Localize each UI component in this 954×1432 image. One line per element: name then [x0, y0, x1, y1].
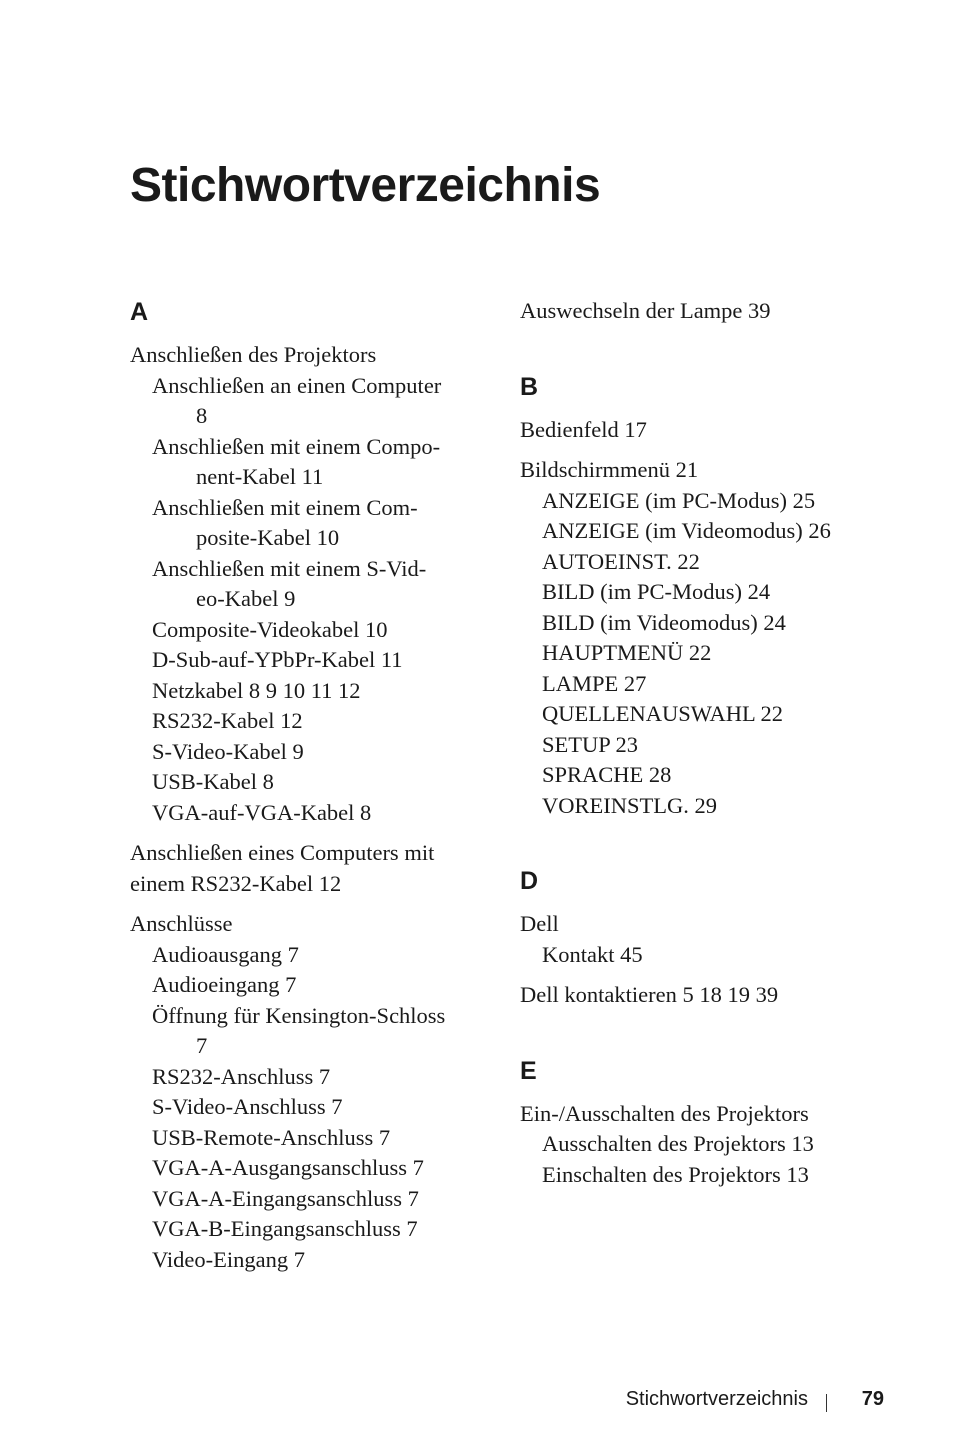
index-subentry: Anschließen mit einem Compo-	[152, 433, 441, 459]
index-section	[520, 1055, 900, 1191]
index-subentry: Audioausgang 7	[152, 941, 299, 967]
index-entry-text: Anschließen eines Computers mit	[130, 840, 435, 865]
index-column-left	[130, 296, 480, 1285]
index-subentry: QUELLENAUSWAHL 22	[542, 701, 784, 726]
index-entry	[520, 296, 900, 327]
index-entry	[130, 838, 480, 899]
index-subentry: S-Video-Kabel 9	[152, 738, 304, 764]
index-entry-continuation: einem RS232-Kabel 12	[130, 870, 342, 896]
index-subentry: Netzkabel 8 9 10 11 12	[152, 677, 361, 703]
index-subentry: VGA-A-Ausgangsanschluss 7	[152, 1155, 424, 1180]
index-entry-continuation: 7	[196, 1033, 208, 1058]
footer-divider	[826, 1394, 827, 1412]
index-subentry: LAMPE 27	[542, 670, 647, 696]
index-subentry: Anschließen an einen Computer	[152, 372, 442, 398]
index-subentry: D-Sub-auf-YPbPr-Kabel 11	[152, 647, 403, 672]
index-entry-continuation: posite-Kabel 10	[196, 525, 340, 550]
index-entry-text: Anschlüsse	[130, 911, 233, 936]
page-footer	[0, 1384, 884, 1420]
index-subentry: Ausschalten des Projektors 13	[542, 1131, 814, 1156]
index-subentry: Anschließen mit einem S-Vid-	[152, 555, 427, 581]
section-letter: B	[520, 372, 539, 401]
index-entry-text: Ein-/Ausschalten des Projektors	[520, 1100, 809, 1126]
index-subentry: BILD (im Videomodus) 24	[542, 609, 786, 635]
index-section	[520, 865, 900, 1011]
index-subentry: Kontakt 45	[542, 941, 643, 967]
index-subentry: VGA-A-Eingangsanschluss 7	[152, 1185, 419, 1211]
index-entry	[520, 415, 900, 446]
index-section	[520, 371, 900, 822]
index-subentry: Composite-Videokabel 10	[152, 616, 388, 642]
index-subentry: Öffnung für Kensington-Schloss	[152, 1002, 446, 1028]
index-subentry: Video-Eingang 7	[152, 1246, 305, 1272]
index-subentry: USB-Remote-Anschluss 7	[152, 1124, 391, 1150]
index-entry	[130, 340, 480, 828]
index-subentry: SETUP 23	[542, 731, 639, 757]
index-entry-continuation: 8	[196, 403, 208, 428]
page-number: 79	[861, 1388, 884, 1410]
index-subentry: Einschalten des Projektors 13	[542, 1161, 809, 1187]
section-letter: A	[130, 298, 149, 326]
index-subentry: VGA-B-Eingangsanschluss 7	[152, 1216, 418, 1241]
page-title: Stichwortverzeichnis	[130, 159, 601, 212]
index-subentry: SPRACHE 28	[542, 762, 672, 787]
index-entry	[520, 980, 900, 1011]
section-letter: E	[520, 1056, 537, 1085]
index-entry-text: Anschließen des Projektors	[130, 342, 377, 367]
index-entry	[520, 1099, 900, 1191]
section-letter: D	[520, 867, 539, 895]
index-entry	[520, 909, 900, 970]
index-entry-continuation: eo-Kabel 9	[196, 586, 296, 611]
index-entry-text: Dell kontaktieren 5 18 19 39	[520, 982, 779, 1007]
index-subentry: HAUPTMENÜ 22	[542, 640, 712, 665]
index-subentry: ANZEIGE (im PC-Modus) 25	[542, 487, 816, 513]
index-subentry: Audioeingang 7	[152, 972, 297, 997]
index-subentry: S-Video-Anschluss 7	[152, 1094, 343, 1119]
index-subentry: ANZEIGE (im Videomodus) 26	[542, 518, 831, 543]
index-subentry: BILD (im PC-Modus) 24	[542, 579, 771, 604]
index-entry-text: Bildschirmmenü 21	[520, 457, 699, 482]
index-entry-text: Auswechseln der Lampe 39	[520, 298, 771, 323]
index-entry-continuation: nent-Kabel 11	[196, 464, 324, 489]
index-entry-text: Bedienfeld 17	[520, 416, 647, 442]
index-column-right	[520, 296, 900, 1200]
index-entry	[520, 455, 900, 821]
index-section	[520, 296, 900, 327]
index-entry-text: Dell	[520, 911, 559, 936]
index-subentry: AUTOEINST. 22	[542, 548, 700, 574]
index-subentry: Anschließen mit einem Com-	[152, 494, 418, 520]
index-subentry: RS232-Anschluss 7	[152, 1063, 331, 1089]
index-subentry: RS232-Kabel 12	[152, 708, 303, 733]
index-subentry: USB-Kabel 8	[152, 769, 274, 794]
index-subentry: VOREINSTLG. 29	[542, 792, 717, 818]
index-entry	[130, 909, 480, 1275]
index-section	[130, 296, 480, 1275]
footer-title: Stichwortverzeichnis	[625, 1388, 808, 1410]
index-subentry: VGA-auf-VGA-Kabel 8	[152, 799, 372, 825]
